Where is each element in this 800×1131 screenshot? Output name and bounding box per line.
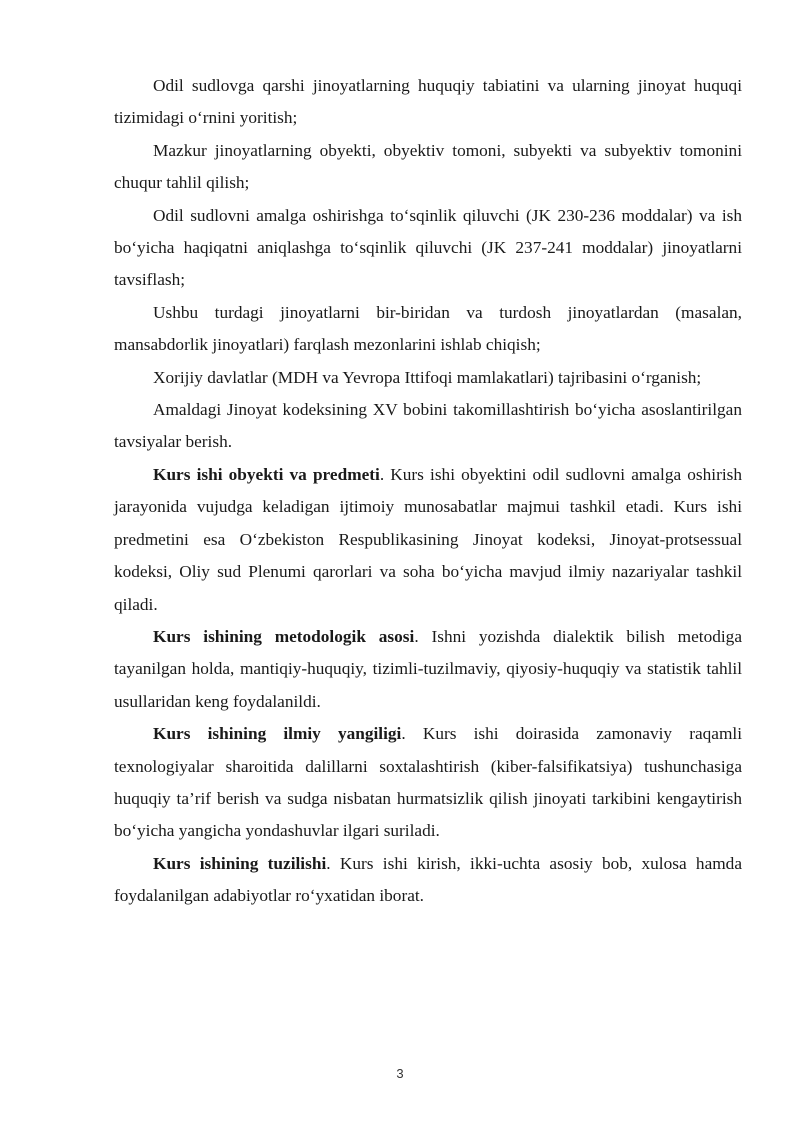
paragraph-methodology [114,621,742,718]
paragraph-text: . Kurs ishi obyektini odil sudlovni amalga oshirish jarayonida vujudga keladigan ijtimoiy munosabatlar majmui tashkil etadi. Kurs ishi predmetini esa O‘zbekiston Respublikasining Jinoyat kodeksi, Jinoyat-protsessual kodeksi, Oliy sud Plenumi qarorlari va soha bo‘yicha mavjud ilmiy nazariyalar tashkil qiladi. [114,464,742,614]
paragraph-text: Xorijiy davlatlar (MDH va Yevropa Ittifoqi mamlakatlari) tajribasini o‘rganish; [153,367,702,387]
paragraph-text: Odil sudlovni amalga oshirishga to‘sqinlik qiluvchi (JK 230-236 moddalar) va ish bo‘yicha haqiqatni aniqlashga to‘sqinlik qiluvchi (JK 237-241 moddalar) jinoyatlarni tavsiflash; [114,205,742,290]
body-text [114,70,742,913]
paragraph-structure [114,848,742,913]
paragraph-goal-6 [114,394,742,459]
paragraph-text: Amaldagi Jinoyat kodeksining XV bobini takomillashtirish bo‘yicha asoslantirilgan tavsiyalar berish. [114,400,742,452]
paragraph-heading: Kurs ishining metodologik asosi [153,626,415,646]
paragraph-heading: Kurs ishining tuzilishi [153,853,327,873]
page-number: 3 [396,1066,404,1081]
paragraph-object-subject [114,459,742,621]
paragraph-goal-3 [114,200,742,297]
paragraph-novelty [114,718,742,848]
paragraph-goal-1 [114,70,742,135]
paragraph-text: . Kurs ishi kirish, ikki-uchta asosiy bob, xulosa hamda foydalanilgan adabiyotlar ro‘yxatidan iborat. [114,853,742,906]
paragraph-text: Odil sudlovga qarshi jinoyatlarning huquqiy tabiatini va ularning jinoyat huquqi tizimidagi o‘rnini yoritish; [114,76,742,128]
paragraph-text: . Kurs ishi doirasida zamonaviy raqamli texnologiyalar sharoitida dalillarni soxtalashtirish (kiber-falsifikatsiya) tushunchasiga huquqiy ta’rif berish va sudga nisbatan hurmatsizlik qilish jinoyati tarkibini kengaytirish bo‘yicha yangicha yondashuvlar ilgari suriladi. [114,724,742,841]
paragraph-goal-5 [114,362,742,394]
paragraph-heading: Kurs ishining ilmiy yangiligi [153,724,402,744]
paragraph-goal-2 [114,135,742,200]
paragraph-text: . Ishni yozishda dialektik bilish metodiga tayanilgan holda, mantiqiy-huquqiy, tizimli-tuzilmaviy, qiyosiy-huquqiy va statistik tahlil usullaridan keng foydalanildi. [114,626,742,711]
paragraph-text: Ushbu turdagi jinoyatlarni bir-biridan va turdosh jinoyatlardan (masalan, mansabdorlik jinoyatlari) farqlash mezonlarini ishlab chiqish; [114,302,742,355]
paragraph-heading: Kurs ishi obyekti va predmeti [153,464,380,484]
paragraph-text: Mazkur jinoyatlarning obyekti, obyektiv tomoni, subyekti va subyektiv tomonini chuqur tahlil qilish; [114,140,742,193]
paragraph-goal-4 [114,297,742,362]
